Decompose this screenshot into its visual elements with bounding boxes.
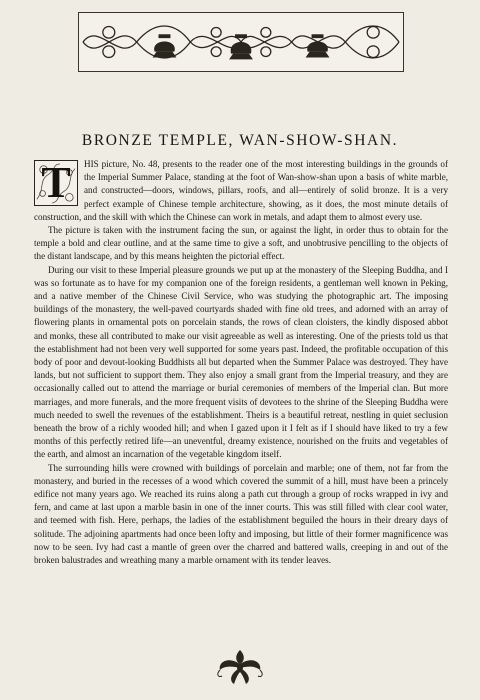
drop-cap [34, 160, 78, 206]
drop-cap-letter: T [41, 158, 71, 207]
headpiece-ornament [78, 12, 404, 72]
tailpiece-ornament [214, 646, 266, 686]
page-title: BRONZE TEMPLE, WAN-SHOW-SHAN. [81, 132, 399, 149]
paragraph-1 [34, 158, 448, 224]
paragraph-3: During our visit to these Imperial pleasure grounds we put up at the monastery of the Sleeping Buddha, and I was so fortunate as to have for my companion one of the foreign residents, a gentleman well known in Peking, and a native member of the Chinese Civil Service, who was studying the photographic art. The imposing buildings of the monastery, the well-paved courtyards shaded with fine old trees, and adorned with an array of flowering plants in ornamental pots on porcelain stands, the rows of clean cloisters, the kindly disposed abbot and monks, these all contributed to make our visit agreeable as well as interesting. One of the priests told us that the establishment had not been very well supported for some years past. Indeed, the profitable occupation of this body of poor and devout-looking Buddhists all but departed when the Summer Palace was destroyed. They have lands, but not sufficient to support them. They also enjoy a small grant from the Imperial treasury, and they are occasionally called out to attend the marriage or burial ceremonies of members of the Imperial clan. But more marriages, and more funerals, and the more frequent visits of devotees to the shrine of the Sleeping Buddha were much needed to swell the revenues of the establishment. Theirs is a beautiful retreat, nestling in quiet seclusion beneath the brow of a richly wooded hill; and when I gazed upon it I felt as if I should have liked to try a few months of this perfectly retired life—an uneventful, dreamy existence, nourished on the fruits and vegetables of the earth, and almost an incarnation of the vegetable kingdom itself. [34, 264, 448, 460]
article-body [34, 158, 448, 567]
paragraph-2: The picture is taken with the instrument facing the sun, or against the light, in order thus to obtain for the temple a bold and clear outline, and at the same time to give a soft, and unobtrusive pencilling to the objects of the distant landscape, and by this means heighten the pictorial effect. [34, 225, 448, 262]
paragraph-1-text: HIS picture, No. 48, presents to the reader one of the most interesting buildings in the grounds of the Imperial Summer Palace, standing at the foot of Wan-show-shan upon a basis of white marble, and constructed—doors, windows, pillars, roofs, and all—entirely of solid bronze. It is a very perfect example of Chinese temple architecture, showing, as it does, the most minute details of construction, and the skill with which the Chinese can work in metals, and adapt them to almost every use. [34, 159, 448, 222]
paragraph-4: The surrounding hills were crowned with buildings of porcelain and marble; one of them, not far from the monastery, and buried in the recesses of a wood which covered the summit of a hill, must have been a princely edifice not many years ago. We reached its ruins along a path cut through a group of rocks wrapped in ivy and fern, and came at last upon a marble basin in one of the inner courts. This was still filled with clear cool water, and teemed with fish. Here, perhaps, the ladies of the establishment beguiled the hours in their dreary days of solitude. The adjoining apartments had once been lofty and imposing, but little of their former magnificence was now to be seen. Ivy had cast a mantle of green over the charred and battered walls, creeping in and out of the broken balustrades and wreathing many a marble ornament with its tender leaves. [34, 462, 448, 566]
